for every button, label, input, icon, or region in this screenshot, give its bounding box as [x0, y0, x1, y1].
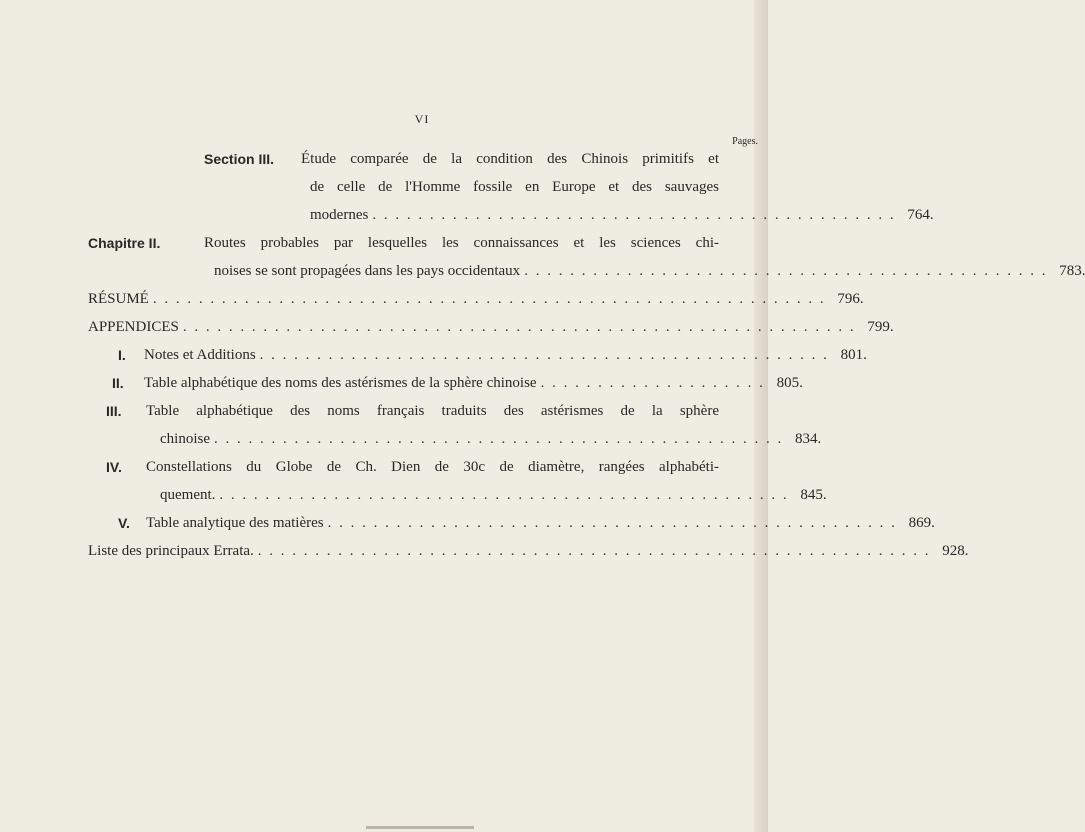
- dot-leader: . . . . . . . . . . . . . . . . . . . . . . . . . . . . . . . . . . . . . . . . . . . . . . . . . .: [327, 515, 897, 531]
- toc-entry-appendix-5: Table analytique des matières . . . . . . . . . . . . . . . . . . . . . . . . . . . . . . . . . . . . . . . . . . . . . . . . . . 869.: [146, 515, 935, 531]
- dot-leader: . . . . . . . . . . . . . . . . . . . . . . . . . . . . . . . . . . . . . . . . . . . . . . . . . . . . . . . . . . .: [182, 319, 856, 335]
- toc-entry-section-3-line3: modernes . . . . . . . . . . . . . . . . . . . . . . . . . . . . . . . . . . . . . . . . . . . . . . 764.: [310, 207, 934, 223]
- toc-entry-chapitre-2-label: Chapitre II.: [88, 235, 161, 251]
- page-ref: 928.: [942, 543, 969, 559]
- toc-entry-appendix-1-label: I.: [118, 347, 126, 363]
- toc-entry-appendices: APPENDICES . . . . . . . . . . . . . . . . . . . . . . . . . . . . . . . . . . . . . . . . . . . . . . . . . . . . . . . . . . . 799.: [88, 319, 894, 335]
- page-ref: 783.: [1059, 263, 1085, 279]
- dot-leader: . . . . . . . . . . . . . . . . . . . .: [540, 375, 765, 391]
- toc-entry-appendix-4-label: IV.: [106, 459, 122, 475]
- page-ref: 869.: [908, 515, 935, 531]
- page-ref: 801.: [840, 347, 867, 363]
- toc-entry-appendix-2-label: II.: [112, 375, 124, 391]
- toc-entry-resume: RÉSUMÉ . . . . . . . . . . . . . . . . . . . . . . . . . . . . . . . . . . . . . . . . . . . . . . . . . . . . . . . . . . . 796.: [88, 291, 864, 307]
- page-ref: 834.: [795, 431, 822, 447]
- toc-entry-appendix-4-line1: Constellations du Globe de Ch. Dien de 30c de diamètre, rangées alphabéti-: [146, 459, 719, 475]
- page-ref: 796.: [837, 291, 864, 307]
- bottom-rule: [366, 826, 474, 829]
- toc-entry-appendix-3-line1: Table alphabétique des noms français traduits des astérismes de la sphère: [146, 403, 719, 419]
- dot-leader: . . . . . . . . . . . . . . . . . . . . . . . . . . . . . . . . . . . . . . . . . . . . . . . . . . . . . . . . . . .: [257, 543, 931, 559]
- dot-leader: . . . . . . . . . . . . . . . . . . . . . . . . . . . . . . . . . . . . . . . . . . . . . . . . . . . . . . . . . . .: [152, 291, 826, 307]
- dot-leader: . . . . . . . . . . . . . . . . . . . . . . . . . . . . . . . . . . . . . . . . . . . . . .: [524, 263, 1048, 279]
- page-ref: 845.: [800, 487, 827, 503]
- toc-entry-section-3-line1: Étude comparée de la condition des Chinois primitifs et: [301, 151, 719, 167]
- dot-leader: . . . . . . . . . . . . . . . . . . . . . . . . . . . . . . . . . . . . . . . . . . . . . . . . . .: [219, 487, 789, 503]
- toc-entry-errata: Liste des principaux Errata. . . . . . . . . . . . . . . . . . . . . . . . . . . . . . . . . . . . . . . . . . . . . . . . . . . . . . . . . . . . 928.: [88, 543, 969, 559]
- toc-entry-appendix-1: Notes et Additions . . . . . . . . . . . . . . . . . . . . . . . . . . . . . . . . . . . . . . . . . . . . . . . . . . 801.: [144, 347, 867, 363]
- toc-entry-section-3-label: Section III.: [204, 151, 275, 167]
- dot-leader: . . . . . . . . . . . . . . . . . . . . . . . . . . . . . . . . . . . . . . . . . . . . . . . . . .: [214, 431, 784, 447]
- pages-column-header: Pages.: [732, 136, 758, 147]
- toc-entry-appendix-4-line2: quement. . . . . . . . . . . . . . . . . . . . . . . . . . . . . . . . . . . . . . . . . . . . . . . . . . . 845.: [160, 487, 827, 503]
- toc-entry-appendix-3-line2: chinoise . . . . . . . . . . . . . . . . . . . . . . . . . . . . . . . . . . . . . . . . . . . . . . . . . . 834.: [160, 431, 822, 447]
- dot-leader: . . . . . . . . . . . . . . . . . . . . . . . . . . . . . . . . . . . . . . . . . . . . . .: [372, 207, 896, 223]
- toc-entry-appendix-3-label: III.: [106, 403, 122, 419]
- toc-entry-chapitre-2-line1: Routes probables par lesquelles les connaissances et les sciences chi-: [204, 235, 719, 251]
- toc-entry-chapitre-2-line2: noises se sont propagées dans les pays occidentaux . . . . . . . . . . . . . . . . . . . . . . . . . . . . . . . . . . . . . . . . . . . . . . 783.: [214, 263, 1085, 279]
- dot-leader: . . . . . . . . . . . . . . . . . . . . . . . . . . . . . . . . . . . . . . . . . . . . . . . . . .: [259, 347, 829, 363]
- toc-entry-appendix-5-label: V.: [118, 515, 130, 531]
- toc-entry-appendix-2: Table alphabétique des noms des astérismes de la sphère chinoise . . . . . . . . . . . . . . . . . . . . 805.: [144, 375, 803, 391]
- toc-entry-section-3-line2: de celle de l'Homme fossile en Europe et des sauvages: [310, 179, 719, 195]
- page-ref: 764.: [907, 207, 934, 223]
- page-number: VI: [414, 112, 430, 126]
- page-ref: 805.: [776, 375, 803, 391]
- page-ref: 799.: [867, 319, 894, 335]
